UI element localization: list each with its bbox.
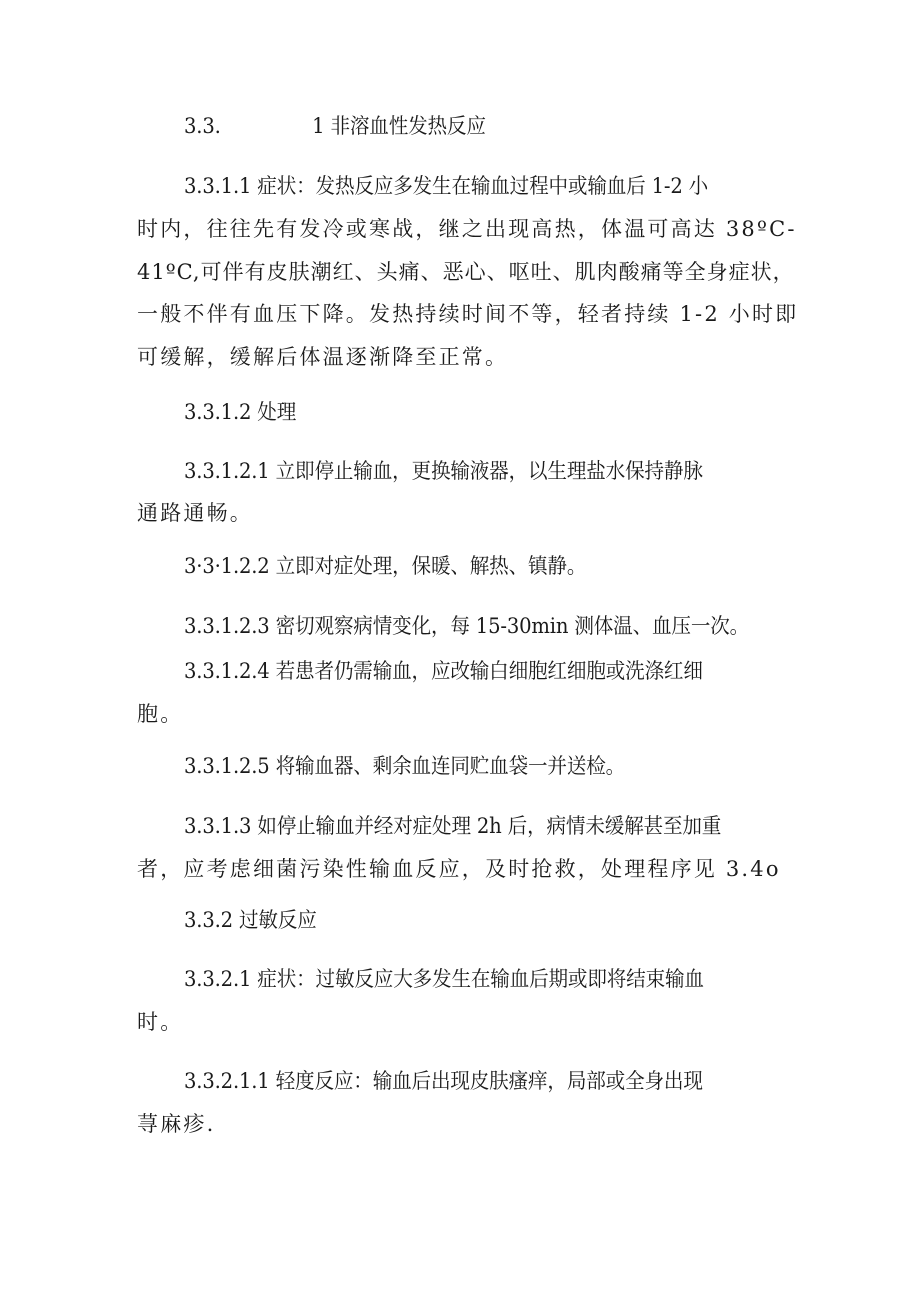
paragraph-3-3-2-1-1-line-2: 荨麻疹. [137, 1112, 216, 1136]
paragraph-3-3-1-2-5: 3.3.1.2.5 将输血器、剩余血连同贮血袋一并送检。 [184, 754, 626, 778]
paragraph-3-3-2-1-1-line-1: 3.3.2.1.1 轻度反应：输血后出现皮肤瘙痒，局部或全身出现 [184, 1069, 703, 1093]
paragraph-3-3-1-2-4-line-2: 胞。 [137, 702, 184, 726]
heading-number: 3.3. [184, 114, 221, 138]
paragraph-3-3-1-1-line-1: 3.3.1.1 症状：发热反应多发生在输血过程中或输血后 1-2 小 [184, 174, 709, 198]
paragraph-3-3-1-2-1-line-1: 3.3.1.2.1 立即停止输血，更换输液器，以生理盐水保持静脉 [184, 459, 703, 483]
heading-3-3-2: 3.3.2 过敏反应 [184, 908, 317, 932]
heading-3-3-1-2: 3.3.1.2 处理 [184, 400, 297, 424]
paragraph-3-3-1-2-3: 3.3.1.2.3 密切观察病情变化，每 15-30min 测体温、血压一次。 [184, 614, 750, 638]
heading-text: 1 非溶血性发热反应 [312, 114, 486, 138]
paragraph-3-3-1-2-4-line-1: 3.3.1.2.4 若患者仍需输血，应改输白细胞红细胞或洗涤红细 [184, 659, 703, 683]
paragraph-3-3-1-1-line-4: 一般不伴有血压下降。发热持续时间不等，轻者持续 1-2 小时即 [137, 302, 799, 326]
paragraph-3-3-1-2-2: 3·3·1.2.2 立即对症处理，保暖、解热、镇静。 [184, 554, 587, 578]
paragraph-3-3-1-3-line-1: 3.3.1.3 如停止输血并经对症处理 2h 后，病情未缓解甚至加重 [184, 814, 722, 838]
paragraph-3-3-1-3-line-2: 者，应考虑细菌污染性输血反应，及时抢救，处理程序见 3.4o [137, 857, 781, 881]
paragraph-3-3-1-2-1-line-2: 通路通畅。 [137, 501, 253, 525]
paragraph-3-3-2-1-line-1: 3.3.2.1 症状：过敏反应大多发生在输血后期或即将结束输血 [184, 967, 704, 991]
paragraph-3-3-1-1-line-2: 时内，往往先有发冷或寒战，继之出现高热，体温可高达 38ºC- [137, 217, 797, 241]
paragraph-3-3-1-1-line-5: 可缓解，缓解后体温逐渐降至正常。 [137, 345, 509, 369]
heading-3-3-1 [184, 110, 800, 140]
paragraph-3-3-1-1-line-3: 41ºC,可伴有皮肤潮红、头痛、恶心、呕吐、肌肉酸痛等全身症状， [137, 260, 795, 284]
paragraph-3-3-2-1-line-2: 时。 [137, 1010, 184, 1034]
